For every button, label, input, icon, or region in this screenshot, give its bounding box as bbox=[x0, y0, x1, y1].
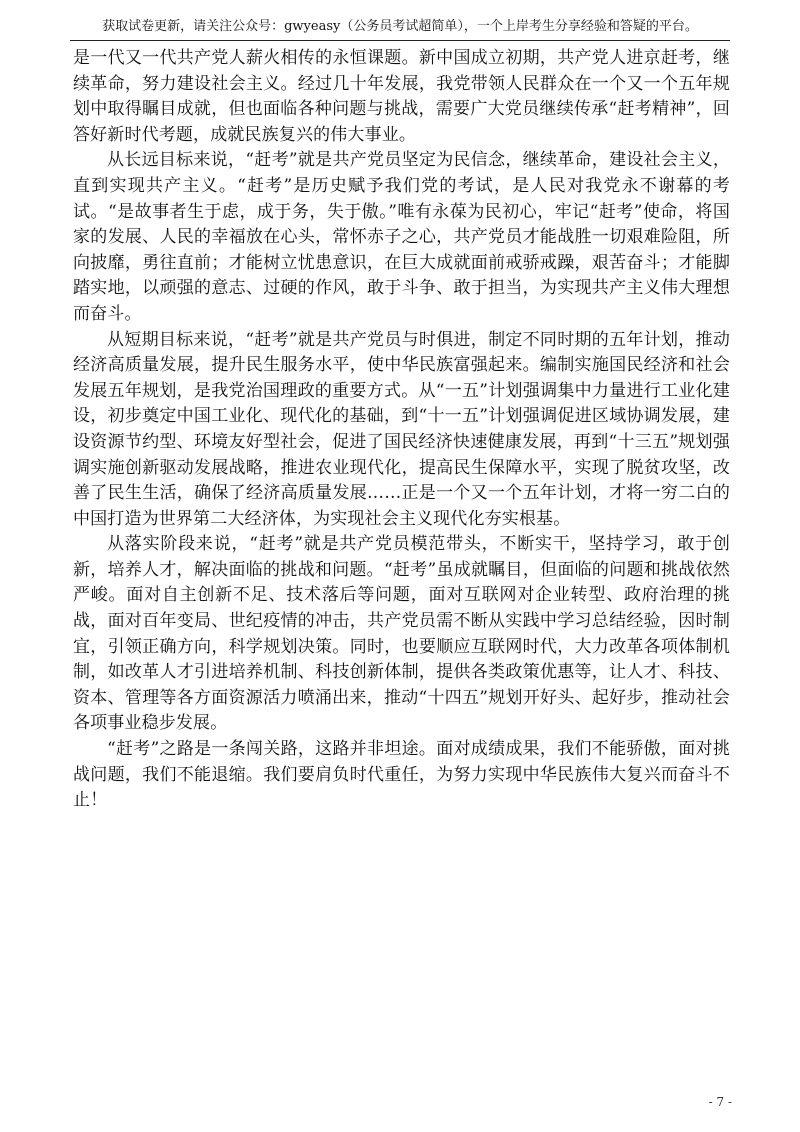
paragraph-conclusion: “赶考”之路是一条闯关路，这路并非坦途。面对成绩成果，我们不能骄傲，面对挑战问题，我们不能退缩。我们要肩负时代重任，为努力实现中华民族伟大复兴而奋斗不止！ bbox=[73, 739, 730, 811]
header-divider bbox=[70, 40, 730, 41]
paragraph-implementation: 从落实阶段来说，“赶考”就是共产党员模范带头，不断实干，坚持学习，敢于创新，培养人才，解决面临的挑战和问题。“赶考”虽成就瞩目，但面临的问题和挑战依然严峻。面对自主创新不足、技术落后等问题，面对互联网对企业转型、政府治理的挑战，面对百年变局、世纪疫情的冲击，共产党员需不断从实践中学习总结经验，因时制宜，引领正确方向，科学规划决策。同时，也要顺应互联网时代，大力改革各项体制机制，如改革人才引进培养机制、科技创新体制，提供各类政策优惠等，让人才、科技、资本、管理等各方面资源活力喷涌出来，推动“十四五”规划开好头、起好步，推动社会各项事业稳步发展。 bbox=[73, 534, 730, 734]
page-header: 获取试卷更新，请关注公众号：gwyeasy（公务员考试超简单），一个上岸考生分享经验和答疑的平台。 bbox=[102, 19, 698, 34]
page-number: - 7 - bbox=[708, 1095, 732, 1109]
paragraph-long-term-goal: 从长远目标来说，“赶考”就是共产党员坚定为民信念，继续革命，建设社会主义，直到实现共产主义。“赶考”是历史赋予我们党的考试，是人民对我党永不谢幕的考试。“是故事者生于虑，成于务，失于傲。”唯有永葆为民初心，牢记“赶考”使命，将国家的发展、人民的幸福放在心头，常怀赤子之心，共产党员才能战胜一切艰难险阻，所向披靡，勇往直前；才能树立忧患意识，在巨大成就面前戒骄戒躁，艰苦奋斗；才能脚踏实地，以顽强的意志、过硬的作风，敢于斗争、敢于担当，为实现共产主义伟大理想而奋斗。 bbox=[73, 150, 730, 324]
paragraph-continued: 是一代又一代共产党人薪火相传的永恒课题。新中国成立初期，共产党人进京赶考，继续革命，努力建设社会主义。经过几十年发展，我党带领人民群众在一个又一个五年规划中取得瞩目成就，但也面临各种问题与挑战，需要广大党员继续传承“赶考精神”，回答好新时代考题，成就民族复兴的伟大事业。 bbox=[73, 48, 730, 145]
document-body bbox=[73, 46, 730, 814]
paragraph-short-term-goal: 从短期目标来说，“赶考”就是共产党员与时俱进，制定不同时期的五年计划，推动经济高质量发展，提升民生服务水平，使中华民族富强起来。编制实施国民经济和社会发展五年规划，是我党治国理政的重要方式。从“一五”计划强调集中力量进行工业化建设，初步奠定中国工业化、现代化的基础，到“十一五”计划强调促进区域协调发展，建设资源节约型、环境友好型社会，促进了国民经济快速健康发展，再到“十三五”规划强调实施创新驱动发展战略，推进农业现代化，提高民生保障水平，实现了脱贫攻坚，改善了民生生活，确保了经济高质量发展……正是一个又一个五年计划，才将一穷二白的中国打造为世界第二大经济体，为实现社会主义现代化夯实根基。 bbox=[73, 329, 730, 529]
